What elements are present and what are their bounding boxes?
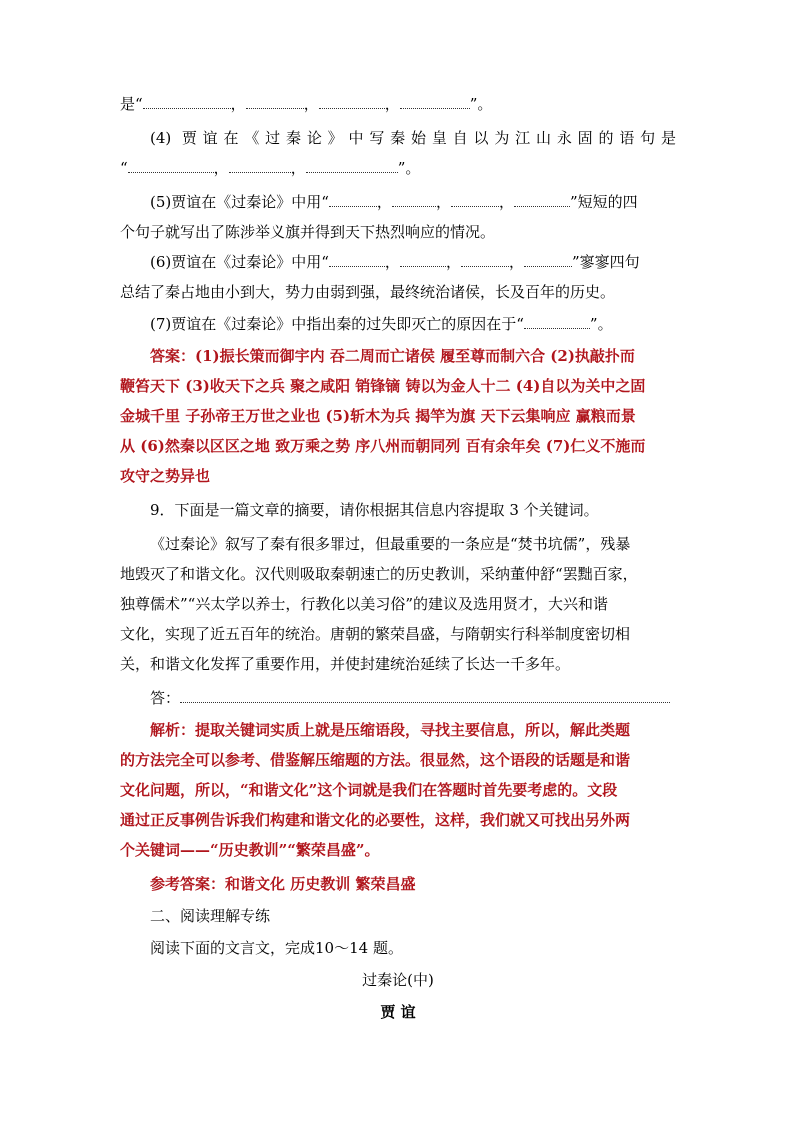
fill-blank[interactable] <box>229 158 291 173</box>
fill-blank[interactable] <box>319 94 385 109</box>
analysis-line: 的方法完全可以参考、借鉴解压缩题的方法。很显然，这个语段的话题是和谐 <box>120 751 631 769</box>
answer-line: 答案：(1)振长策而御宇内 吞二周而亡诸侯 履至尊而制六合 (2)执敲扑而 <box>150 347 635 365</box>
fill-blank[interactable] <box>392 192 436 207</box>
analysis-block <box>120 718 676 896</box>
passage-line: 关，和谐文化发挥了重要作用，并使封建统治延续了长达一千多年。 <box>120 655 571 673</box>
fill-blank[interactable] <box>514 192 570 207</box>
q3-tail-line: 是“ ， ， ， ”。 <box>120 95 493 113</box>
fill-blank[interactable] <box>400 94 470 109</box>
passage-line: 地毁灭了和谐文化。汉代则吸取秦朝速亡的历史教训，采纳董仲舒“罢黜百家， <box>120 565 638 583</box>
fill-blank[interactable] <box>329 252 385 267</box>
passage-line: 《过秦论》叙写了秦有很多罪过，但最重要的一条应是“焚书坑儒”，残暴 <box>150 535 631 553</box>
analysis-line: 个关键词——“历史教训”“繁荣昌盛”。 <box>120 841 380 859</box>
q9-passage <box>120 532 676 676</box>
passage-author: 贾 谊 <box>380 1003 416 1021</box>
analysis-line: 通过正反事例告诉我们构建和谐文化的必要性，这样，我们就又可找出另外两 <box>120 811 631 829</box>
fill-blank[interactable] <box>329 192 377 207</box>
section-heading: 二、阅读理解专练 <box>150 907 271 925</box>
passage-line: 文化，实现了近五百年的统治。唐朝的繁荣昌盛，与隋朝实行科举制度密切相 <box>120 625 631 643</box>
fill-blank[interactable] <box>524 252 572 267</box>
q7-line: (7)贾谊在《过秦论》中指出秦的过失即灭亡的原因在于“ ”。 <box>150 315 613 333</box>
answer-line: 从 (6)然秦以区区之地 致万乘之势 序八州而朝同列 百有余年矣 (7)仁义不施而 <box>120 437 646 455</box>
q9-prompt: 9．下面是一篇文章的摘要，请你根据其信息内容提取 3 个关键词。 <box>150 501 599 519</box>
answer-input-line[interactable] <box>180 688 670 703</box>
fill-blank[interactable] <box>306 158 398 173</box>
q9-answer-line <box>120 686 676 710</box>
fill-blank[interactable] <box>143 94 231 109</box>
q5-line-1: (5)贾谊在《过秦论》中用“ ， ， ， ”短短的四 <box>150 193 638 211</box>
fill-blank[interactable] <box>524 314 590 329</box>
analysis-line: 解析：提取关键词实质上就是压缩语段，寻找主要信息，所以，解此类题 <box>150 721 631 739</box>
q4-line-1: (4) 贾谊在《过秦论》中写秦始皇自以为江山永固的语句是 <box>150 129 676 147</box>
q6-line-1: (6)贾谊在《过秦论》中用“ ， ， ， ”寥寥四句 <box>150 253 640 271</box>
passage-title: 过秦论(中) <box>362 971 434 989</box>
answer-label: 答： <box>150 689 181 707</box>
answer-line: 金城千里 子孙帝王万世之业也 (5)斩木为兵 揭竿为旗 天下云集响应 赢粮而景 <box>120 407 636 425</box>
reference-answer: 参考答案：和谐文化 历史教训 繁荣昌盛 <box>150 875 416 893</box>
section-instruction: 阅读下面的文言文，完成10～14 题。 <box>150 939 403 957</box>
q6-line-2: 总结了秦占地由小到大，势力由弱到强，最终统治诸侯，长及百年的历史。 <box>120 283 616 301</box>
fill-blank[interactable] <box>461 252 509 267</box>
q4-line-2: “ ， ， ”。 <box>120 159 421 177</box>
q5-line-2: 个句子就写出了陈涉举义旗并得到天下热烈响应的情况。 <box>120 223 496 241</box>
answer-block <box>120 344 676 488</box>
answer-line: 攻守之势异也 <box>120 467 211 485</box>
passage-line: 独尊儒术”“兴太学以养士，行教化以美习俗”的建议及选用贤才，大兴和谐 <box>120 595 609 613</box>
fill-blank[interactable] <box>128 158 214 173</box>
fill-blank[interactable] <box>400 252 446 267</box>
fill-blank[interactable] <box>246 94 304 109</box>
document-page <box>120 92 676 1024</box>
answer-line: 鞭笞天下 (3)收天下之兵 聚之咸阳 销锋镝 铸以为金人十二 (4)自以为关中之固 <box>120 377 646 395</box>
analysis-line: 文化问题，所以，“和谐文化”这个词就是我们在答题时首先要考虑的。文段 <box>120 781 618 799</box>
fill-blank[interactable] <box>451 192 499 207</box>
